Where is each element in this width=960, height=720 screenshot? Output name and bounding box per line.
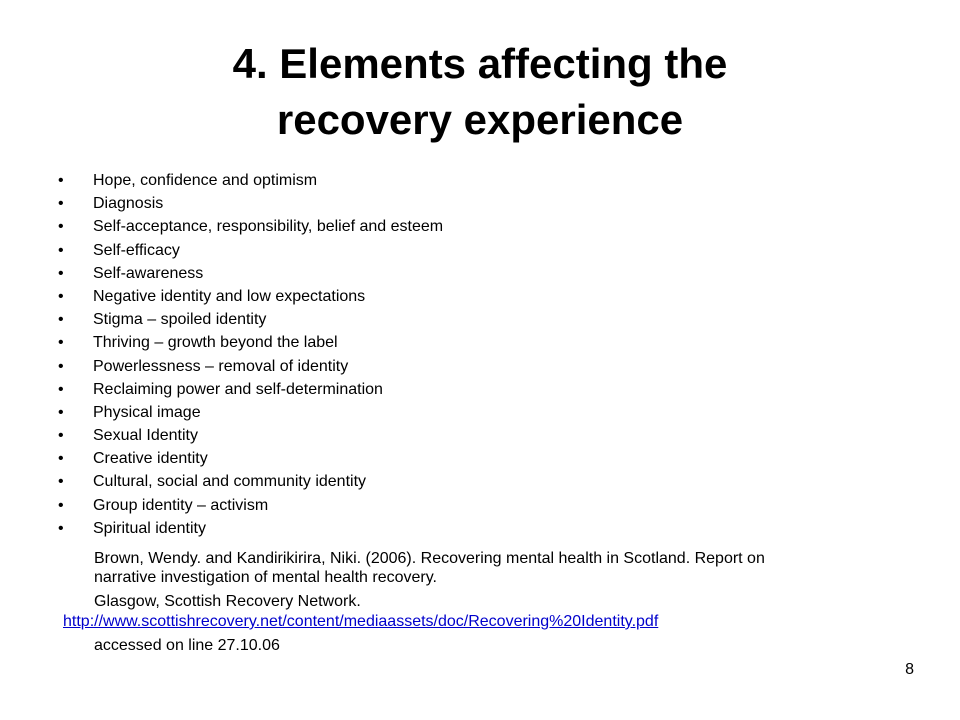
bullet-dot-icon: •	[58, 450, 64, 468]
page-number: 8	[905, 661, 914, 678]
bullet-dot-icon: •	[58, 218, 64, 236]
bullet-item	[58, 470, 443, 493]
bullet-item	[58, 285, 443, 308]
bullet-item	[58, 308, 443, 331]
reference-line-2: narrative investigation of mental health recovery.	[94, 569, 437, 586]
bullet-dot-icon: •	[58, 473, 64, 491]
bullet-text: Sexual Identity	[93, 427, 198, 445]
bullet-item	[58, 401, 443, 424]
reference-line-3: Glasgow, Scottish Recovery Network.	[94, 593, 361, 610]
bullet-dot-icon: •	[58, 287, 64, 305]
bullet-text: Group identity – activism	[93, 496, 269, 514]
bullet-text: Reclaiming power and self-determination	[93, 380, 383, 398]
bullet-dot-icon: •	[58, 264, 64, 282]
bullet-text: Self-awareness	[93, 264, 204, 282]
bullet-text: Powerlessness – removal of identity	[93, 357, 349, 375]
reference-accessed-date: accessed on line 27.10.06	[94, 637, 280, 654]
bullet-item	[58, 517, 443, 540]
bullet-dot-icon: •	[58, 195, 64, 213]
bullet-text: Self-efficacy	[93, 241, 180, 259]
bullet-text: Creative identity	[93, 450, 208, 468]
bullet-dot-icon: •	[58, 334, 64, 352]
bullet-text: Spiritual identity	[93, 519, 206, 537]
bullet-dot-icon: •	[58, 357, 64, 375]
slide-title-line-1: 4. Elements affecting the	[232, 40, 728, 87]
bullet-text: Diagnosis	[93, 195, 164, 213]
bullet-dot-icon: •	[58, 172, 64, 189]
bullet-text: Negative identity and low expectations	[93, 287, 366, 305]
bullet-item	[58, 192, 443, 215]
bullet-dot-icon: •	[58, 427, 64, 445]
bullet-dot-icon: •	[58, 519, 64, 537]
bullet-item	[58, 447, 443, 470]
bullet-item	[58, 215, 443, 238]
bullet-text: Hope, confidence and optimism	[93, 172, 318, 189]
bullet-item	[58, 239, 443, 262]
bullet-item	[58, 169, 443, 192]
bullet-text: Self-acceptance, responsibility, belief and esteem	[93, 218, 444, 236]
bullet-dot-icon: •	[58, 496, 64, 514]
reference-line-1: Brown, Wendy. and Kandirikirira, Niki. (2006). Recovering mental health in Scotland. Report on	[94, 550, 765, 567]
bullet-dot-icon: •	[58, 241, 64, 259]
bullet-item	[58, 331, 443, 354]
bullet-dot-icon: •	[58, 380, 64, 398]
slide-title-line-2: recovery experience	[276, 96, 684, 143]
bullet-text: Physical image	[93, 403, 201, 421]
reference-url-link[interactable]: http://www.scottishrecovery.net/content/mediaassets/doc/Recovering%20Identity.pdf	[63, 613, 659, 630]
bullet-item	[58, 355, 443, 378]
bullet-dot-icon: •	[58, 403, 64, 421]
bullet-text: Thriving – growth beyond the label	[93, 334, 338, 352]
slide-title	[0, 36, 960, 148]
bullet-dot-icon: •	[58, 311, 64, 329]
bullet-item	[58, 424, 443, 447]
bullet-item	[58, 494, 443, 517]
bullet-list	[58, 169, 443, 540]
bullet-text: Stigma – spoiled identity	[93, 311, 267, 329]
bullet-item	[58, 262, 443, 285]
bullet-text: Cultural, social and community identity	[93, 473, 367, 491]
bullet-item	[58, 378, 443, 401]
